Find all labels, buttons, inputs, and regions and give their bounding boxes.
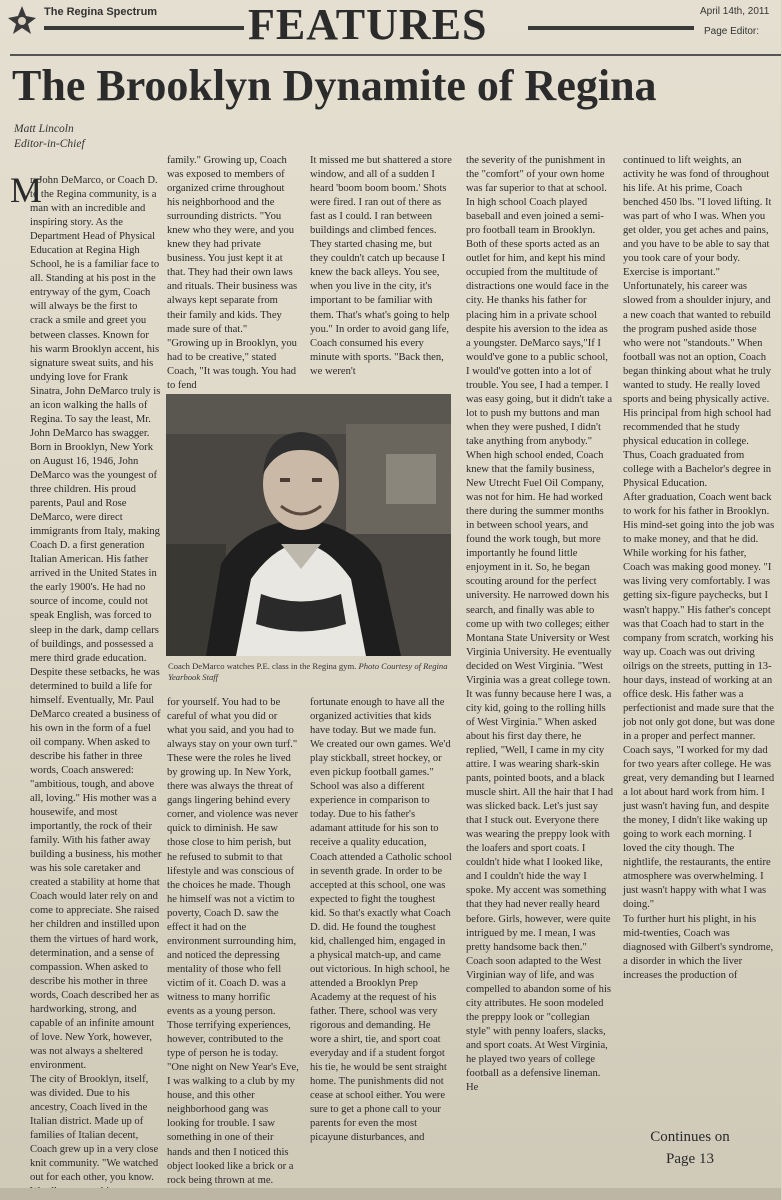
article-column-2-bottom: for yourself. You had to be careful of what you did or what you said, and you had to always stay on your own turf." These were the roles he lived by growing up. In New York, there was always the threat of gangs lingering behind every corner, and violence was never quick to diminish. He saw those close to him perish, but he refused to submit to that lifestyle and was conscious of the choices he made. Though he himself was not a victim to poverty, Coach D. saw the effect it had on the environment surrounding him, and noticed the depressing mentality of those who fell victim of it. Coach D. was a witness to many horrific events as a young person. Those terrifying experiences, however, contributed to the type of person he is today. "One night on New Year's Eve, I was walking to a club by my house, and this other neighborhood gang was looking for trouble. I saw something in one of their hands and then I noticed this object looked like a brick or a rock being thrown at me.: [167, 697, 299, 1186]
masthead-rule-right: [528, 26, 694, 30]
article-column-2-top: family." Growing up, Coach was exposed to members of organized crime throughout his neighborhood and the surrounding districts. "You knew who they were, and you knew they had private business. You just kept it at that. They had their own laws and rituals. Their business was always kept separate from their family and kids. They made sure of that." "Growing up in Brooklyn, you had to be creative," stated Coach, "It was tough. You had to fend: [167, 155, 298, 391]
photo-caption-text: Coach DeMarco watches P.E. class in the Regina gym.: [168, 661, 357, 671]
article-column-3-top: It missed me but shattered a store window, and all of a sudden I heard 'boom boom boom.' Shots were fired. I ran out of there as fast as I could. I ran between buildings and climbed fences. They started chasing me, but they couldn't catch up because I knew the back alleys. You see, when you live in the city, it's important to be familiar with them. That's what's going to help you." In order to avoid gang life, Coach consumed his every minute with sports. "Back then, we weren't: [310, 155, 452, 377]
photo-credit: Photo Courtesy of Regina Yearbook Staff: [168, 661, 448, 682]
page-bottom-edge: [0, 1188, 781, 1200]
article-column-4: the severity of the punishment in the "comfort" of your own home was far superior to that at school. In high school Coach played baseball and even joined a semi-pro football team in Brooklyn. Both of these sports acted as an outlet for him, and kept his mind occupied from the multitude of distractions one would face in the city. He thanks his father for placing him in a private school despite his aversion to the idea as a youngster. DeMarco says,"If I would've gone to a public school, I would've gotten into a lot of trouble. You see, I had a temper. I was easy going, but it didn't take a lot to push my buttons and man when they were pushed, I didn't take anything from anybody." When high school ended, Coach knew that the family business, New Utrecht Fuel Oil Company, was not for him. He had worked there during the summer months in between school years, and found the work tough, but more importantly he found little enjoyment in it. So, he began scouting around for the perfect university. He narrowed down his search, and finally was able to come up with two colleges; either Montana State University or West Virginia University. He eventually decided on West Virginia. "West Virginia was a great college town. It was funny because here I was, a city kid, going to the rolling hills of West Virginia." When asked about his first day there, he replied, "Well, I came in my city attire. I was wearing shark-skin pants, pointed boots, and a black muscle shirt. All the hair that I had was slicked back. Let's just say that I stuck out. Everyone there was wearing the preppy look with the loafers and sport coats. I couldn't hide what I looked like, and I couldn't hide the way I spoke. My accent was something that they had never really heard before. Girls, however, were quite intrigued by me. I mean, I was pretty handsome back then." Coach soon adapted to the West Virginian way of life, and was compelled to abandon some of his city attributes. He soon modeled the preppy look or "collegian style" with penny loafers, slacks, and sport coats. At West Virginia, he played two years of college football as a defensive lineman. He: [466, 155, 614, 1094]
paper-name: The Regina Spectrum: [44, 6, 158, 18]
continues-line-2: Page 13: [666, 1151, 714, 1167]
coach-photo: [166, 394, 451, 656]
issue-date: April 14th, 2011: [700, 6, 770, 17]
byline: [14, 122, 85, 152]
article-column-1: r. John DeMarco, or Coach D. to the Regina community, is a man with an incredible and inspiring story. As the Department Head of Physical Education at Regina High School, he is a familiar face to all. Standing at his post in the entryway of the gym, Coach will always be the first to crack a smile and greet you between classes. Known for his warm Brooklyn accent, his signature sweat suits, and his undying love for Frank Sinatra, John DeMarco truly is an icon walking the halls of Regina. To say the least, Mr. John DeMarco has swagger. Born in Brooklyn, New York on August 16, 1946, John DeMarco was the youngest of three children. His proud parents, Paul and Rose DeMarco, were direct immigrants from Italy, making Coach D. a first generation Italian American. His father arrived in the United States in the early 1900's. He had no source of income, could not speak English, was forced to sleep in the dark, damp cellars of buildings, and possessed a mere third grade education. Despite these setbacks, he was determined to build a life for himself. Eventually, Mr. Paul DeMarco created a business of his own in the form of a fuel oil company. When asked to describe his father in three words, Coach answered: "ambitious, tough, and above all, loving." His mother was a housewife, and most importantly, the rock of their family. With his father away building a business, his mother was his sole caretaker and created a stability at home that Coach would later rely on and come to appreciate. She raised her children and instilled upon them the virtues of hard work, determination, and a sense of compassion. When asked to describe his mother in three words, Coach described her as hardworking, strong, and capable of an infinite amount of love. New York, however, was not always a sheltered environment. The city of Brooklyn, itself, was divided. Due to his ancestry, Coach lived in the Italian district. Made up of families of Italian decent, Coach grew up in a very close knit community. "We watched out for each other, you know.: [30, 175, 162, 1184]
photo-caption: [168, 661, 452, 683]
continues-notice: [610, 1126, 770, 1170]
headline-divider: [10, 54, 781, 56]
masthead: [0, 0, 781, 48]
article-headline: The Brooklyn Dynamite of Regina: [12, 61, 657, 110]
continues-line-1: Continues on: [650, 1129, 730, 1145]
page-editor-label: Page Editor:: [704, 26, 760, 37]
regina-logo-icon: [6, 4, 38, 36]
author-name: Matt Lincoln: [14, 123, 74, 135]
coach-photo-illustration: [166, 394, 451, 656]
author-title: Editor-in-Chief: [14, 138, 85, 150]
drop-cap: M: [10, 170, 43, 210]
masthead-rule-left: [44, 26, 244, 30]
article-column-3-bottom: fortunate enough to have all the organized activities that kids have today. But we made fun. We created our own games. We'd play stickball, street hockey, or even pickup football games." School was also a different experience in comparison to today. Due to his father's adamant attitude for his son to receive a quality education, Coach attended a Catholic school in seventh grade. In order to be accepted at this school, one was expected to fight the toughest kid. So that's exactly what Coach D. did. He found the toughest kid, challenged him, engaged in a physical match-up, and came out victorious. In high school, he attended a Brooklyn Prep Academy at the request of his father. There, school was very rigorous and demanding. He wore a shirt, tie, and sport coat everyday and if a student forgot his tie, he would be sent straight home. The punishments did not cease at school either. You were sure to get a phone call to your parents for even the most picayune disturbances, and: [310, 697, 452, 1144]
article-column-5: continued to lift weights, an activity he was fond of throughout his life. At his prime, Coach benched 450 lbs. "I loved lifting. It was part of who I was. When you get older, you get aches and pains, and you have to be able to say that you took care of your body. Exercise is important." Unfortunately, his career was slowed from a shoulder injury, and a new coach that wanted to rebuild the program pushed aside those who were not "standouts." When football was not an option, Coach began thinking about what he truly wanted to study. He really loved sports and being physically active. His principal from high school had recommended that he study physical education in college. Thus, Coach graduated from college with a Bachelor's degree in Physical Education. After graduation, Coach went back to work for his father in Brooklyn. His mind-set going into the job was to make money, and that he did. While working for his father, Coach was making good money. "I was living very comfortably. I was getting six-figure paychecks, but I wasn't happy." His father's concept was that Coach had to start in the company from scratch, working his way up. Coach was out driving oilrigs on the streets, putting in 13-hour days, instead of working at an office desk. His father was a perfectionist and made sure that the job not only got done, but was done in a proper and perfect manner. Coach says, "I worked for my dad for two years after college. He was great, very demanding but I learned a lot about hard work from him. I just wasn't having fun, and despite the money, I didn't like waking up going to work each morning. I loved the city though. The nightlife, the restaurants, the entire atmosphere was overwhelming. I just wasn't happy with what I was doing." To further hurt his plight, in his mid-twenties, Coach was diagnosed with Gilbert's syndrome, a disorder in which the liver increases the production of: [623, 155, 775, 981]
section-title: FEATURES: [248, 0, 488, 49]
